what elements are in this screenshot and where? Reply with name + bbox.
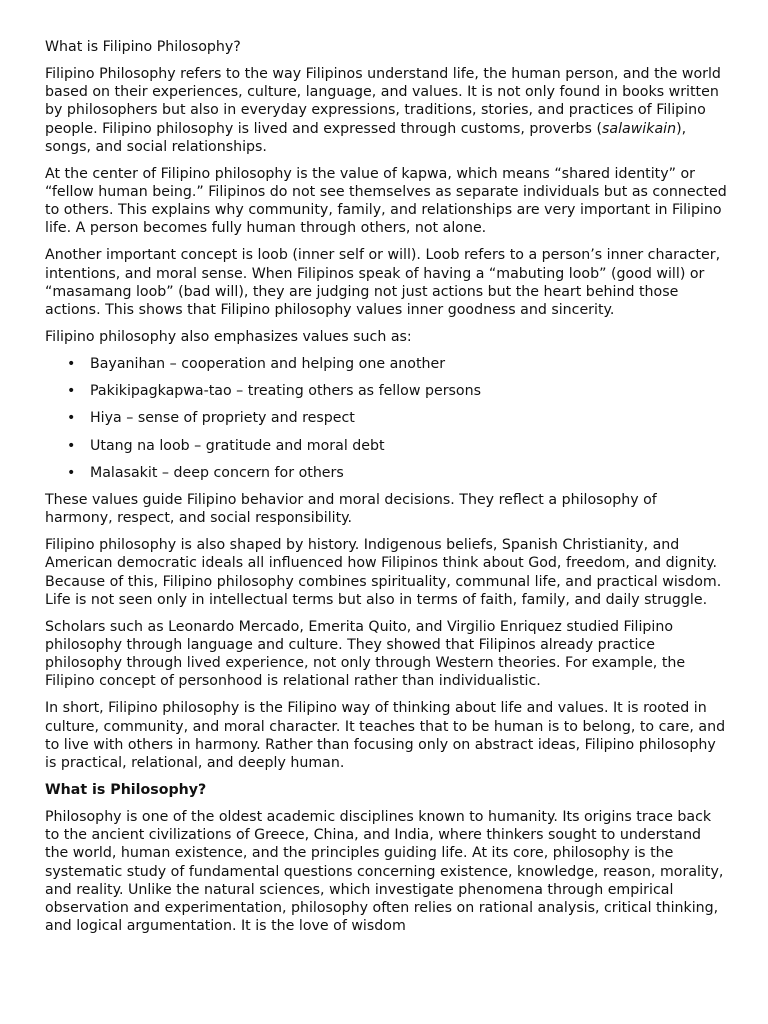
values-list [45, 355, 728, 482]
paragraph-definition [45, 65, 728, 156]
list-item-text: Bayanihan – cooperation and helping one another [90, 356, 446, 373]
bullet-icon: • [67, 410, 76, 427]
paragraph-loob: Another important concept is loob (inner self or will). Loob refers to a person’s inner character, intentions, and moral sense. When Filipinos speak of having a “mabuting loob” (good will) or “masamang loob” (bad will), they are judging not just actions but the heart behind those actions. This shows that Filipino philosophy values inner goodness and sincerity. [45, 247, 721, 319]
paragraph-history: Filipino philosophy is also shaped by history. Indigenous beliefs, Spanish Christianity, and American democratic ideals all influenced how Filipinos think about God, freedom, and dignity. Because of this, Filipino philosophy combines spirituality, communal life, and practical wisdom. Life is not seen only in intellectual terms but also in terms of faith, family, and daily struggle. [45, 537, 722, 608]
bullet-icon: • [67, 383, 76, 400]
paragraph-definition-italic-term: salawikain [601, 120, 677, 137]
paragraph-values-intro: Filipino philosophy also emphasizes values such as: [45, 329, 412, 346]
list-item [45, 437, 728, 455]
list-item-text: Pakikipagkapwa-tao – treating others as fellow persons [90, 383, 482, 400]
section-heading: What is Philosophy? [45, 782, 207, 799]
paragraph-kapwa: At the center of Filipino philosophy is the value of kapwa, which means “shared identity” or “fellow human being.” Filipinos do not see themselves as separate individuals but as connected to others. This explains why community, family, and relationships are very important in Filipino life. A person becomes fully human through others, not alone. [45, 165, 727, 237]
bullet-icon: • [67, 464, 76, 481]
bullet-icon: • [67, 437, 76, 454]
list-item [45, 382, 728, 400]
paragraph-philosophy-definition: Philosophy is one of the oldest academic disciplines known to humanity. Its origins trace back to the ancient civilizations of Greece, China, and India, where thinkers sought to understand the world, human existence, and the principles guiding life. At its core, philosophy is the systematic study of fundamental questions concerning existence, knowledge, reason, morality, and reality. Unlike the natural sciences, which investigate phenomena through empirical observation and experimentation, philosophy often relies on rational analysis, critical thinking, and logical argumentation. It is the love of wisdom [45, 809, 724, 935]
list-item [45, 355, 728, 373]
page-title: What is Filipino Philosophy? [45, 39, 241, 55]
list-item [45, 409, 728, 427]
bullet-icon: • [67, 356, 76, 373]
paragraph-summary: In short, Filipino philosophy is the Filipino way of thinking about life and values. It is rooted in culture, community, and moral character. It teaches that to be human is to belong, to care, and to live with others in harmony. Rather than focusing only on abstract ideas, Filipino philosophy is practical, relational, and deeply human. [45, 700, 726, 772]
list-item-text: Hiya – sense of propriety and respect [90, 410, 355, 427]
list-item [45, 464, 728, 482]
paragraph-definition-text-start: Filipino Philosophy refers to the way Filipinos understand life, the human person, and the world based on their experiences, culture, language, and values. It is not only found in books written by philosophers but also in everyday expressions, traditions, stories, and practices of Filipino people. Filipino philosophy is lived and expressed through customs, proverbs ( [45, 66, 721, 137]
paragraph-values-summary: These values guide Filipino behavior and moral decisions. They reflect a philosophy of harmony, respect, and social responsibility. [45, 492, 657, 527]
list-item-text: Malasakit – deep concern for others [90, 464, 344, 481]
paragraph-definition-text-end: ), songs, and social relationships. [45, 120, 687, 155]
paragraph-scholars: Scholars such as Leonardo Mercado, Emerita Quito, and Virgilio Enriquez studied Filipino philosophy through language and culture. They showed that Filipinos already practice philosophy through lived experience, not only through Western theories. For example, the Filipino concept of personhood is relational rather than individualistic. [45, 618, 686, 690]
list-item-text: Utang na loob – gratitude and moral debt [90, 437, 385, 454]
